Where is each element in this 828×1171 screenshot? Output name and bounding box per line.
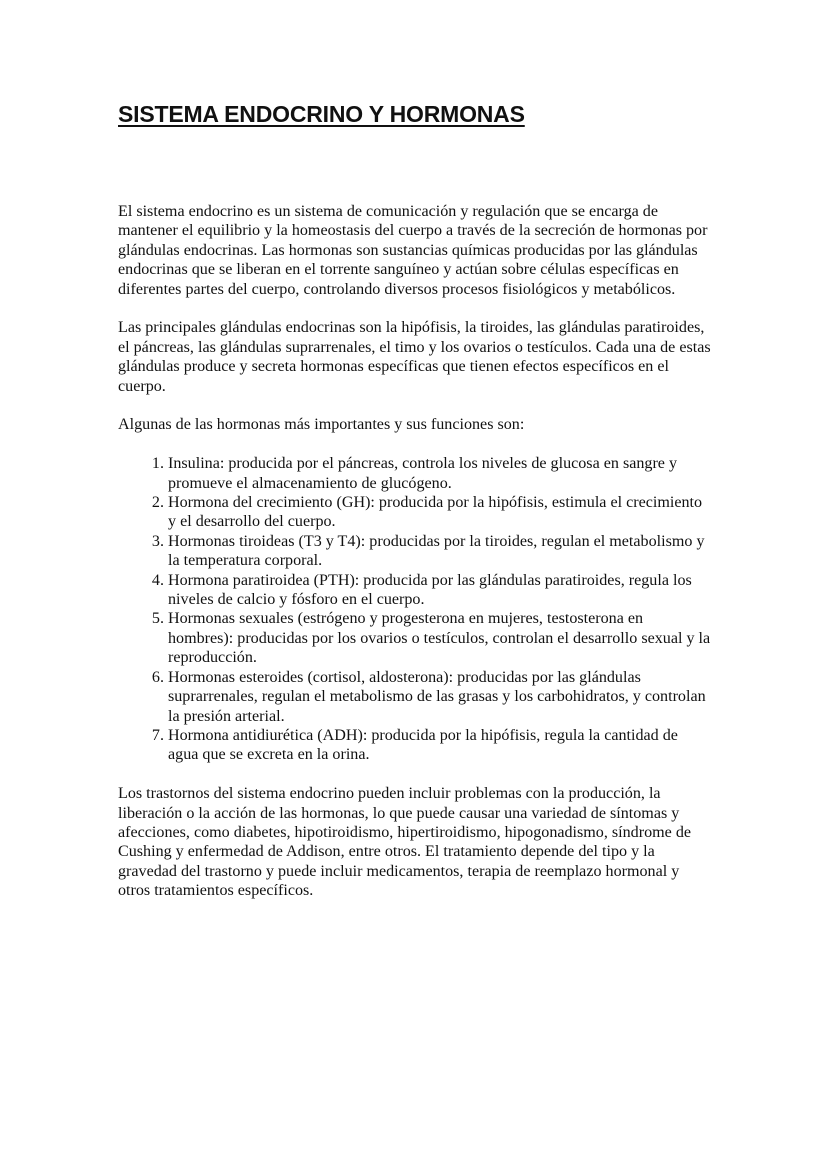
list-item: 7. Hormona antidiurética (ADH): producida por la hipófisis, regula la cantidad de agua que se excreta en la orina.: [168, 726, 712, 765]
intro-paragraph: El sistema endocrino es un sistema de comunicación y regulación que se encarga de mantener el equilibrio y la homeostasis del cuerpo a través de la secreción de hormonas por glándulas endocrinas. Las hormonas son sustancias químicas producidas por las glándulas endocrinas que se liberan en el torrente sanguíneo y actúan sobre células específicas en diferentes partes del cuerpo, controlando diversos procesos fisiológicos y metabólicos.: [118, 203, 708, 298]
hormones-list: [118, 454, 712, 765]
glands-paragraph: Las principales glándulas endocrinas son la hipófisis, la tiroides, las glándulas paratiroides, el páncreas, las glándulas suprarrenales, el timo y los ovarios o testículos. Cada una de estas glándulas produce y secreta hormonas específicas que tienen efectos específicos en el cuerpo.: [118, 319, 711, 395]
list-item: 6. Hormonas esteroides (cortisol, aldosterona): producidas por las glándulas suprarrenales, regulan el metabolismo de las grasas y los carbohidratos, y controlan la presión arterial.: [168, 668, 712, 726]
disorders-paragraph: Los trastornos del sistema endocrino pueden incluir problemas con la producción, la liberación o la acción de las hormonas, lo que puede causar una variedad de síntomas y afecciones, como diabetes, hipotiroidismo, hipertiroidismo, hipogonadismo, síndrome de Cushing y enfermedad de Addison, entre otros. El tratamiento depende del tipo y la gravedad del trastorno y puede incluir medicamentos, terapia de reemplazo hormonal y otros tratamientos específicos.: [118, 785, 692, 900]
list-item: 1. Insulina: producida por el páncreas, controla los niveles de glucosa en sangre y promueve el almacenamiento de glucógeno.: [168, 454, 712, 493]
list-intro-paragraph: Algunas de las hormonas más importantes y sus funciones son:: [118, 416, 525, 434]
list-item: 4. Hormona paratiroidea (PTH): producida por las glándulas paratiroides, regula los niveles de calcio y fósforo en el cuerpo.: [168, 571, 712, 610]
document-title: SISTEMA ENDOCRINO Y HORMONAS: [118, 101, 525, 127]
list-item: 3. Hormonas tiroideas (T3 y T4): producidas por la tiroides, regulan el metabolismo y la temperatura corporal.: [168, 532, 712, 571]
list-item: 5. Hormonas sexuales (estrógeno y progesterona en mujeres, testosterona en hombres): producidas por los ovarios o testículos, controlan el desarrollo sexual y la reproducción.: [168, 609, 712, 667]
list-item: 2. Hormona del crecimiento (GH): producida por la hipófisis, estimula el crecimiento y el desarrollo del cuerpo.: [168, 493, 712, 532]
document-body: [118, 202, 712, 920]
